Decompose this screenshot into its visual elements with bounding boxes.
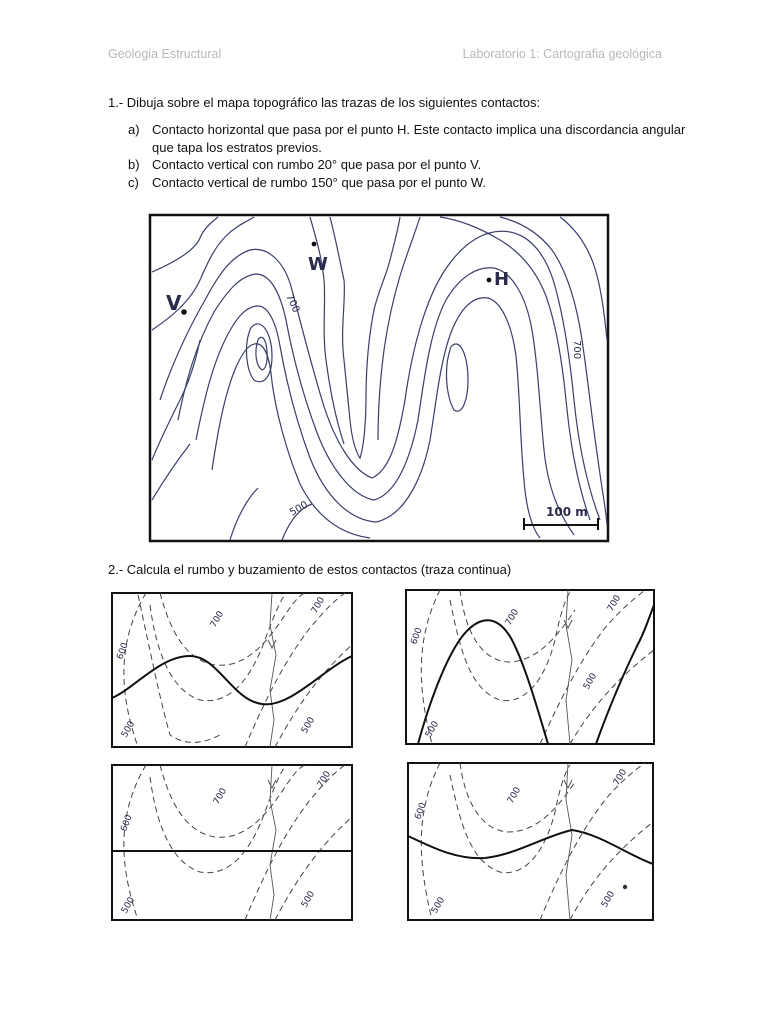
item-a-letter: a)	[128, 122, 140, 137]
contour-label: 500	[429, 895, 448, 916]
panel-1	[112, 593, 352, 747]
contour-label: 700	[309, 595, 328, 616]
header-lab-title: Laboratorio 1: Cartografia geológica	[462, 47, 662, 61]
panel-frame	[112, 765, 352, 920]
point-h-marker	[487, 278, 492, 283]
map-frame	[150, 215, 608, 541]
contour-label: 700	[503, 607, 522, 628]
contour-label: 700	[283, 292, 302, 315]
topographic-map	[150, 215, 608, 541]
panel-frame	[406, 590, 654, 744]
point-h-label: H	[494, 269, 510, 290]
scale-bar-label: 100 m	[546, 505, 588, 519]
contour-label: 500	[288, 499, 311, 519]
contour-label: 700	[315, 769, 334, 790]
contour-label: 500	[299, 715, 318, 736]
header-course: Geologia Estructural	[108, 47, 222, 61]
point-w-label: W	[308, 254, 328, 275]
contour-label: 500	[581, 671, 600, 692]
panel-3	[112, 765, 352, 920]
contour-label: 700	[571, 340, 582, 360]
panel-2	[406, 590, 654, 744]
point-v-label: V	[166, 291, 182, 315]
contour-label: 700	[605, 593, 624, 614]
panel-frame	[112, 593, 352, 747]
item-b-text: Contacto vertical con rumbo 20° que pasa por el punto V.	[152, 157, 482, 172]
contour-label: 500	[423, 719, 442, 740]
point-w-marker	[312, 242, 317, 247]
contour-label: 500	[299, 889, 318, 910]
contour-label: 600	[115, 641, 131, 662]
contour-label: 700	[211, 786, 230, 807]
contour-label: 600	[413, 801, 429, 822]
point-v-marker	[181, 309, 187, 315]
panel-frame	[408, 763, 653, 920]
contour-label: 600	[119, 813, 135, 834]
question-2-title: 2.- Calcula el rumbo y buzamiento de estos contactos (traza continua)	[108, 562, 512, 577]
item-b-letter: b)	[128, 157, 140, 172]
contour-label: 600	[409, 626, 425, 647]
item-a-text: Contacto horizontal que pasa por el punto H. Este contacto implica una discordancia angular que tapa los estratos previos.	[152, 122, 686, 155]
item-c-letter: c)	[128, 174, 139, 190]
item-c-text: Contacto vertical de rumbo 150° que pasa por el punto W.	[152, 174, 487, 190]
contour-label: 700	[611, 767, 630, 788]
panel-4	[408, 763, 653, 920]
contour-label: 500	[119, 719, 138, 740]
contour-label: 500	[119, 895, 138, 916]
contour-label: 700	[505, 785, 524, 806]
question-1-title: 1.- Dibuja sobre el mapa topográfico las trazas de los siguientes contactos:	[108, 95, 541, 110]
contour-label: 700	[208, 609, 227, 630]
contour-label: 500	[599, 889, 618, 910]
